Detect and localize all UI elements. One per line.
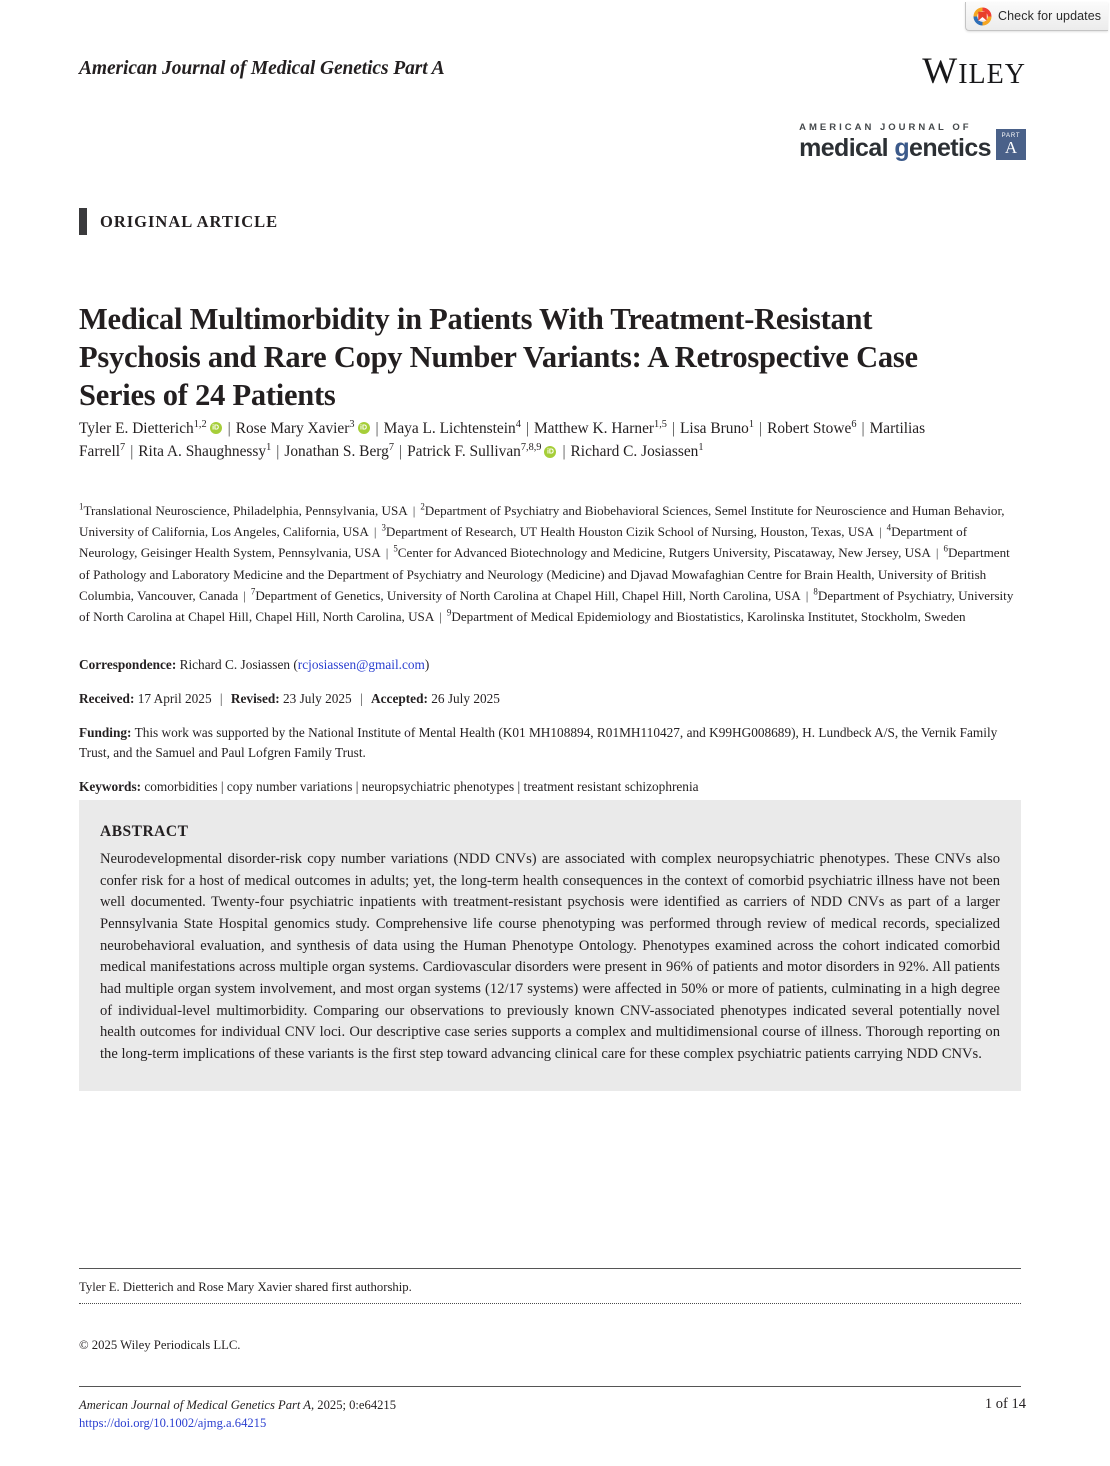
affiliation-number: 7 [250, 586, 256, 597]
author-affiliation-ref: 4 [515, 418, 521, 430]
keyword: comorbidities [144, 778, 221, 794]
keywords-values [144, 779, 698, 794]
affiliation-number: 2 [420, 501, 425, 512]
affiliation-number: 4 [886, 522, 892, 533]
author-affiliation-ref: 6 [851, 418, 857, 430]
author-1 [79, 420, 223, 437]
affiliation-separator: | [439, 609, 442, 625]
check-for-updates-label: Check for updates [998, 9, 1102, 23]
author-separator: | [375, 420, 379, 437]
affiliation-text: Department of Research, UT Health Houston Cizik School of Nursing, Houston, Texas, USA [385, 524, 875, 540]
author-5 [680, 420, 754, 437]
accepted-label: Accepted: [371, 690, 428, 706]
author-name: Richard C. Josiassen [570, 443, 699, 461]
part-letter: A [1004, 137, 1018, 157]
journal-logo-line1: AMERICAN JOURNAL OF [799, 122, 972, 133]
affiliation-text: Department of Medical Epidemiology and Biostatistics, Karolinska Institutet, Stockholm, Sweden [451, 609, 966, 625]
author-separator: | [759, 420, 763, 437]
article-type-label: ORIGINAL ARTICLE [100, 211, 279, 231]
author-4 [534, 420, 667, 437]
author-6 [767, 420, 856, 437]
orcid-icon[interactable] [358, 422, 370, 434]
author-separator: | [525, 420, 529, 437]
abstract-section [79, 800, 1021, 1091]
revised-label: Revised: [230, 690, 280, 706]
author-list [79, 417, 974, 464]
author-affiliation-ref: 1,5 [654, 418, 667, 430]
journal-logo-wordmark [799, 123, 991, 161]
affiliation-5 [393, 545, 931, 560]
author-separator: | [861, 420, 865, 437]
author-name: Rose Mary Xavier [235, 420, 350, 437]
keyword: copy number variations [223, 778, 356, 794]
affiliation-text: Department of Pathology and Laboratory Medicine and the Department of Psychiatry and Neurology (Medicine) and Djavad Mowafaghian Centre for Brain Health, University of British Columbia, Vancouver, Canada [79, 545, 1010, 603]
author-name: Matthew K. Harner [533, 420, 655, 437]
footer-citation [79, 1396, 396, 1433]
affiliation-number: 9 [446, 607, 452, 618]
affiliation-7 [251, 588, 801, 603]
journal-logo-part-badge [996, 129, 1026, 160]
keywords-label: Keywords: [79, 778, 142, 794]
author-11 [571, 443, 704, 460]
article-type-marker [79, 208, 87, 235]
revised-date: 23 July 2025 [283, 690, 352, 706]
funding-label: Funding: [79, 724, 132, 740]
author-3 [384, 420, 521, 437]
funding-text: This work was supported by the National Institute of Mental Health (K01 MH108894, R01MH110427, and K99HG008689), H. Lundbeck A/S, the Vernik Family Trust, and the Samuel and Paul Lofgren Family Trust. [79, 724, 998, 760]
article-type-row [79, 208, 278, 235]
affiliation-separator: | [805, 587, 809, 603]
affiliation-text: Department of Psychiatry and Biobehavioral Sciences, Semel Institute for Neuroscience and Human Behavior, University of California, Los Angeles, California, USA [79, 503, 1005, 540]
affiliation-separator: | [385, 545, 389, 561]
author-name: Jonathan S. Berg [284, 443, 389, 461]
article-metadata [79, 655, 1021, 811]
author-separator: | [671, 420, 676, 437]
wiley-logo: WILEY [922, 51, 1026, 92]
affiliation-separator: | [412, 503, 416, 518]
dates-separator-1: | [219, 690, 223, 706]
citation-line [79, 1396, 396, 1414]
keyword-separator: | [517, 778, 521, 794]
orcid-icon[interactable] [544, 446, 556, 458]
author-affiliation-ref: 7 [388, 442, 394, 454]
affiliation-text: Department of Neurology, Geisinger Health System, Pennsylvania, USA [79, 524, 968, 561]
keyword: treatment resistant schizophrenia [520, 778, 699, 794]
author-name: Maya L. Lichtenstein [383, 420, 516, 437]
author-name: Tyler E. Dietterich [79, 420, 194, 437]
affiliation-separator: | [935, 545, 939, 561]
journal-running-head: American Journal of Medical Genetics Part A [79, 58, 445, 79]
author-affiliation-ref: 1 [748, 418, 754, 430]
affiliation-separator: | [243, 587, 246, 603]
received-label: Received: [79, 690, 135, 706]
author-affiliation-ref: 1 [698, 442, 704, 454]
author-name: Martilias Farrell [79, 420, 926, 461]
author-9 [284, 443, 394, 460]
author-2 [236, 420, 371, 437]
author-affiliation-ref: 1,2 [193, 418, 207, 430]
page-title: Medical Multimorbidity in Patients With Treatment-Resistant Psychosis and Rare Copy Number Variants: A Retrospective Case Series of 24 Patients [79, 302, 918, 413]
abstract-body: Neurodevelopmental disorder-risk copy number variations (NDD CNVs) are associated with complex neuropsychiatric phenotypes. These CNVs also confer risk for a host of medical outcomes in adults; yet, the long-term health consequences in the context of comorbid psychiatric illness have not been well documented. Twenty-four psychiatric inpatients with treatment-resistant psychosis were identified as carriers of NDD CNVs as part of a larger Pennsylvania State Hospital genomics study. Comprehensive life course phenotyping was performed through review of medical records, specialized neurobehavioral evaluation, and synthesis of data using the Human Phenotype Ontology. Phenotypes examined across the cohort indicated comorbid medical manifestations across multiple organ systems. Cardiovascular disorders were present in 96% of patients and motor disorders in 92%. All patients had multiple organ system involvement, and most organ systems (12/17 systems) were affected in 50% or more of patients, culminating in a high degree of individual-level multimorbidity. Comparing our observations to previously known CNV-associated phenotypes indicated several potentially novel health outcomes for individual CNV loci. Our descriptive case series supports a complex and multidimensional course of illness. Thorough reporting on the long-term implications of these variants is the first step toward advancing clinical care for these complex psychiatric patients carrying NDD CNVs. [100, 851, 1000, 1062]
part-label: PART [1001, 132, 1021, 139]
keyword: neuropsychiatric phenotypes [358, 778, 518, 794]
affiliation-number: 3 [381, 522, 386, 533]
abstract-heading: ABSTRACT [100, 823, 189, 840]
affiliation-list [79, 500, 1021, 627]
author-separator: | [130, 443, 134, 461]
affiliation-text: Center for Advanced Biotechnology and Medicine, Rutgers University, Piscataway, New Jersey, USA [397, 545, 931, 561]
footer-divider [79, 1386, 1021, 1387]
author-affiliation-ref: 7 [120, 442, 126, 454]
affiliation-text: Department of Genetics, University of North Carolina at Chapel Hill, Chapel Hill, North Carolina, USA [255, 587, 801, 603]
author-8 [138, 443, 271, 460]
journal-logo-line2: medical genetics [799, 133, 991, 162]
affiliation-1 [79, 503, 408, 518]
check-for-updates-badge[interactable] [965, 2, 1108, 31]
author-separator: | [398, 443, 403, 461]
dates-separator-2: | [360, 690, 363, 706]
correspondence-row: Correspondence: Richard C. Josiassen (rcjosiassen@gmail.com) [79, 657, 430, 672]
author-affiliation-ref: 7,8,9 [520, 442, 542, 454]
correspondence-name: Richard C. Josiassen [179, 657, 291, 672]
author-separator: | [227, 420, 231, 437]
affiliation-text: Translational Neuroscience, Philadelphia, Pennsylvania, USA [83, 503, 408, 518]
footnote-dashed-divider [79, 1303, 1021, 1304]
author-separator: | [276, 443, 280, 461]
author-affiliation-ref: 1 [266, 442, 272, 454]
funding-row [79, 723, 1021, 763]
page-number: 1 of 14 [984, 1396, 1026, 1412]
accepted-date: 26 July 2025 [431, 690, 500, 706]
keyword-separator: | [355, 778, 359, 794]
correspondence-email-link[interactable]: rcjosiassen@gmail.com [297, 657, 425, 672]
citation-rest: 2025; 0:e64215 [314, 1398, 397, 1412]
author-name: Patrick F. Sullivan [407, 443, 521, 461]
author-10 [407, 443, 557, 460]
wiley-logo-text: ILEY [958, 59, 1026, 90]
dates-row [79, 689, 1021, 709]
correspondence-label: Correspondence: [79, 657, 177, 672]
author-name: Lisa Bruno [680, 420, 749, 437]
affiliation-separator: | [373, 524, 377, 540]
orcid-icon[interactable] [210, 422, 222, 434]
crossmark-icon [973, 7, 992, 26]
author-separator: | [562, 443, 566, 461]
affiliation-number: 6 [943, 544, 948, 555]
affiliation-number: 8 [813, 586, 818, 597]
author-name: Robert Stowe [767, 420, 852, 437]
author-affiliation-ref: 3 [349, 418, 355, 430]
citation-journal: American Journal of Medical Genetics Part A, [79, 1398, 315, 1412]
footnote-divider [79, 1268, 1021, 1269]
journal-logo [799, 123, 1026, 161]
affiliation-separator: | [879, 524, 882, 540]
shared-authorship-note: Tyler E. Dietterich and Rose Mary Xavier shared first authorship. [79, 1280, 412, 1294]
affiliation-number: 5 [393, 544, 398, 555]
keywords-row [79, 777, 1021, 797]
affiliation-3 [381, 524, 874, 539]
doi-link[interactable]: https://doi.org/10.1002/ajmg.a.64215 [79, 1416, 267, 1431]
copyright-notice: © 2025 Wiley Periodicals LLC. [79, 1338, 241, 1352]
affiliation-9 [447, 609, 966, 624]
affiliation-text: Department of Psychiatry, University of North Carolina at Chapel Hill, Chapel Hill, North Carolina, USA [79, 587, 1014, 625]
keyword-separator: | [220, 778, 224, 794]
affiliation-number: 1 [79, 501, 84, 512]
received-date: 17 April 2025 [137, 690, 212, 706]
author-name: Rita A. Shaughnessy [138, 443, 267, 461]
